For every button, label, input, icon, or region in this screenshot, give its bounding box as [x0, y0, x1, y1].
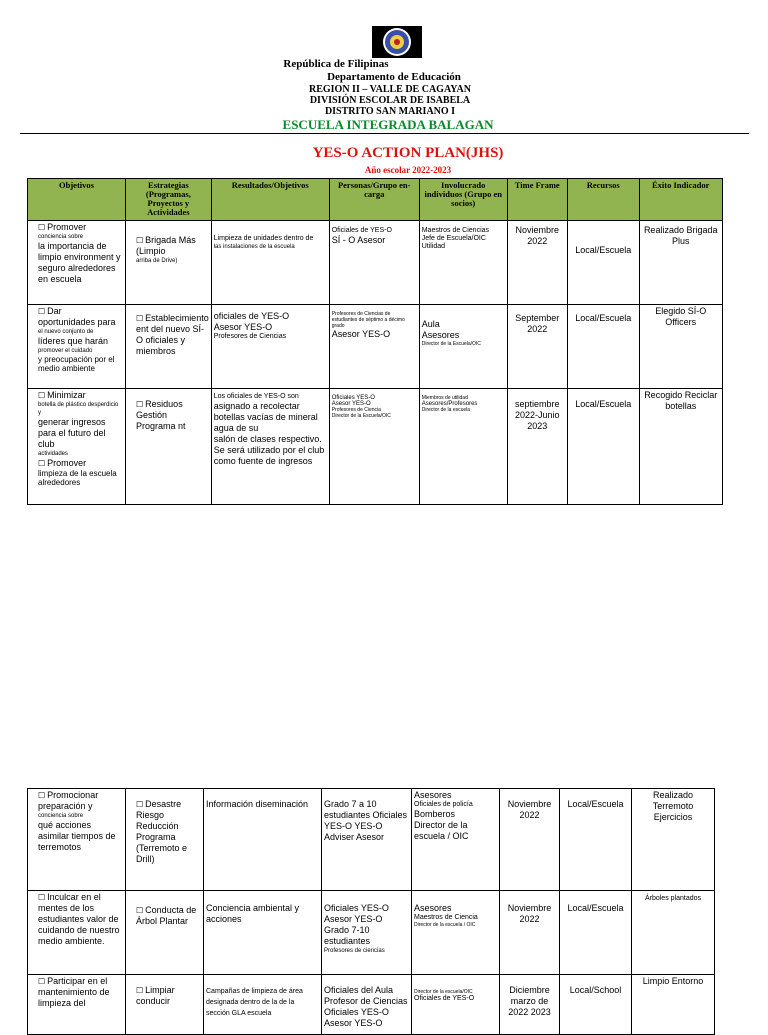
seal-icon [372, 26, 422, 58]
checkbox-bullet-icon: ☐ [136, 986, 144, 995]
table-row [28, 305, 723, 389]
cell-objective: ☐ Participar en el mantenimiento de limpieza del [28, 975, 126, 1035]
checkbox-bullet-icon: ☐ [38, 307, 46, 316]
cell-persons: Oficiales YES-O Asesor YES-O Grado 7-10 estudiantes Profesores de ciencias [322, 891, 412, 975]
header-district: DISTRITO SAN MARIANO I [324, 106, 456, 117]
cell-result: Los oficiales de YES-O son asignado a recolectar botellas vacías de mineral agua de su salón de clases respectivo. Se será utilizado por el club como fuente de ingresos [211, 389, 329, 505]
cell-resources: Local/Escuela [567, 305, 639, 389]
checkbox-bullet-icon: ☐ [38, 893, 46, 902]
cell-timeframe: Diciembre marzo de 2022 2023 [500, 975, 560, 1035]
checkbox-bullet-icon: ☐ [136, 400, 144, 409]
header-region: REGION II – VALLE DE CAGAYAN [309, 84, 471, 95]
cell-success: Realizado Terremoto Ejercicios [632, 789, 715, 891]
action-plan-table [27, 178, 723, 505]
cell-result: Campañas de limpieza de área designada dentro de la de la sección GLA escuela [204, 975, 322, 1035]
cell-strategy: ☐ Residuos Gestión Programa nt [126, 389, 212, 505]
cell-persons: Oficiales YES-O Asesor YES-O Profesores de Ciencia Director de la Escuela/OIC [329, 389, 419, 505]
cell-timeframe: September 2022 [507, 305, 567, 389]
header-divider [20, 133, 749, 134]
cell-involved: Asesores Maestros de Ciencia Director de la escuela / OIC [412, 891, 500, 975]
col-involved: Involucrado individuos (Grupo en socios) [419, 179, 507, 221]
cell-result: Información diseminación [204, 789, 322, 891]
cell-involved: Director de la escuela/OIC Oficiales de YES-O [412, 975, 500, 1035]
col-persons: Personas/Grupo en-carga [329, 179, 419, 221]
cell-timeframe: Noviembre 2022 [507, 221, 567, 305]
cell-success: Limpio Entorno [632, 975, 715, 1035]
cell-result: Conciencia ambiental y acciones [204, 891, 322, 975]
col-success: Éxito Indicador [639, 179, 722, 221]
checkbox-bullet-icon: ☐ [38, 223, 46, 232]
header-division: DIVISIÓN ESCOLAR DE ISABELA [309, 95, 471, 106]
cell-success: Realizado Brigada Plus [639, 221, 722, 305]
cell-persons: Profesores de Ciencias de estudiantes de séptimo a décimo grado Asesor YES-O [329, 305, 419, 389]
header-department: Departamento de Educación [327, 71, 461, 83]
header-country: República de Filipinas [283, 58, 389, 70]
school-year: Año escolar 2022-2023 [364, 165, 452, 175]
action-plan-table-continued [27, 788, 715, 1035]
cell-resources: Local/Escuela [560, 891, 632, 975]
cell-objective: ☐ Dar oportunidades para el nuevo conjunto de líderes que harán promover el cuidado y preocupación por el medio ambiente [28, 305, 126, 389]
table-row [28, 389, 723, 505]
col-strategies: Estrategias (Programas, Proyectos y Actividades [126, 179, 212, 221]
cell-objective: ☐ Promover conciencia sobre la importancia de limpio environment y seguro alrededores en escuela [28, 221, 126, 305]
col-timeframe: Time Frame [507, 179, 567, 221]
checkbox-bullet-icon: ☐ [136, 314, 144, 323]
cell-timeframe: septiembre 2022-Junio 2023 [507, 389, 567, 505]
col-results: Resultados/Objetivos [211, 179, 329, 221]
cell-persons: Grado 7 a 10 estudiantes Oficiales YES-O YES-O Adviser Asesor [322, 789, 412, 891]
cell-persons: Oficiales de YES-O SÍ - O Asesor [329, 221, 419, 305]
checkbox-bullet-icon: ☐ [38, 459, 46, 468]
cell-success: Recogido Reciclar botellas [639, 389, 722, 505]
cell-success: Elegido SÍ-O Officers [639, 305, 722, 389]
cell-strategy: ☐ Brigada Más (Limpio arriba de Drive) [126, 221, 212, 305]
cell-objective: ☐ Inculcar en el mentes de los estudiantes valor de cuidando de nuestro medio ambiente. [28, 891, 126, 975]
cell-involved: Aula Asesores Director de la Escuela/OIC [419, 305, 507, 389]
page-title: YES-O ACTION PLAN(JHS) [312, 145, 504, 161]
cell-strategy: ☐ Conducta de Árbol Plantar [126, 891, 204, 975]
header-school: ESCUELA INTEGRADA BALAGAN [282, 117, 494, 132]
cell-result: Limpieza de unidades dentro de las instalaciones de la escuela [211, 221, 329, 305]
cell-resources: Local/Escuela [567, 221, 639, 305]
cell-resources: Local/Escuela [567, 389, 639, 505]
col-objectives: Objetivos [28, 179, 126, 221]
cell-timeframe: Noviembre 2022 [500, 789, 560, 891]
checkbox-bullet-icon: ☐ [136, 236, 144, 245]
table-row [28, 975, 715, 1035]
cell-result: oficiales de YES-O Asesor YES-O Profesores de Ciencias [211, 305, 329, 389]
checkbox-bullet-icon: ☐ [136, 906, 144, 915]
cell-involved: Asesores Oficiales de policía Bomberos Director de la escuela / OIC [412, 789, 500, 891]
cell-objective: ☐ Promocionar preparación y conciencia sobre qué acciones asimilar tiempos de terremotos [28, 789, 126, 891]
table-header-row [28, 179, 723, 221]
table-row [28, 789, 715, 891]
cell-involved: Miembros de utilidad Asesores/Profesores Director de la escuela [419, 389, 507, 505]
table-row [28, 891, 715, 975]
table-row [28, 221, 723, 305]
deped-seal [372, 26, 422, 58]
checkbox-bullet-icon: ☐ [136, 800, 144, 809]
cell-resources: Local/School [560, 975, 632, 1035]
col-resources: Recursos [567, 179, 639, 221]
cell-persons: Oficiales del Aula Profesor de Ciencias Oficiales YES-O Asesor YES-O [322, 975, 412, 1035]
checkbox-bullet-icon: ☐ [38, 977, 46, 986]
checkbox-bullet-icon: ☐ [38, 791, 46, 800]
cell-objective: ☐ Minimizar botella de plástico desperdicio y generar ingresos para el futuro del club actividades ☐ Promover limpieza de la escuela alrededores [28, 389, 126, 505]
cell-involved: Maestros de Ciencias Jefe de Escuela/OIC Utilidad [419, 221, 507, 305]
cell-success: Árboles plantados [632, 891, 715, 975]
checkbox-bullet-icon: ☐ [38, 391, 46, 400]
cell-strategy: ☐ Desastre Riesgo Reducción Programa (Terremoto e Drill) [126, 789, 204, 891]
cell-resources: Local/Escuela [560, 789, 632, 891]
cell-timeframe: Noviembre 2022 [500, 891, 560, 975]
cell-strategy: ☐ Establecimiento ent del nuevo SÍ-O oficiales y miembros [126, 305, 212, 389]
cell-strategy: ☐ Limpiar conducir [126, 975, 204, 1035]
